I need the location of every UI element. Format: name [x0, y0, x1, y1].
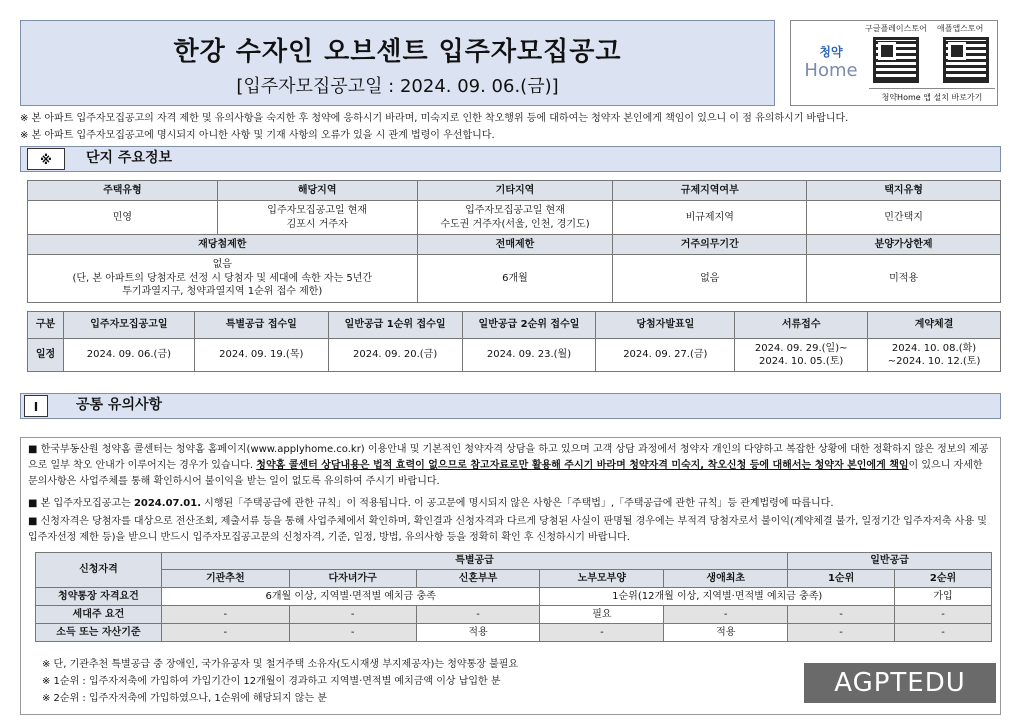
- google-play-qr-icon[interactable]: [873, 37, 919, 83]
- page-title: 한강 수자인 오브센트 입주자모집공고: [173, 37, 622, 67]
- notice-paragraph: ■ 한국부동산원 청약홈 콜센터는 청약홈 홈페이지(www.applyhome.co.kr) 이용안내 및 기본적인 청약자격 상담을 하고 있으며 고객 상담 과정에서 청약자 개인의 다양하고 복잡한 상황에 대한 정확하지 않은 정보의 제공으로 일부 착오 안내가 이루어지는 경우가 있습니다. 청약홈 콜센터 상담내용은 법적 효력이 없으므로 참고자료로만 활용해 주시기 바라며 청약자격 미숙지, 착오신청 등에 대해서는 청약자 본인에게 책임이 있으니 자세한 문의사항은 사업주체를 통해 확인하시어 불이익을 받는 일이 없도록 유의하여 주시기 바랍니다.: [28, 444, 989, 487]
- notice-line: ※ 본 아파트 입주자모집공고에 명시되지 아니한 사항 및 기재 사항의 오류가 있을 시 관계 법령이 우선합니다.: [20, 130, 495, 141]
- notice-paragraph: ■ 본 입주자모집공고는 2024.07.01. 시행된「주택공급에 관한 규칙」이 적용됩니다. 이 공고문에 명시되지 않은 사항은「주택법」,「주택공급에 관한 규칙」등 관계법령에 따릅니다.: [28, 498, 834, 509]
- apple-store-qr-icon[interactable]: [943, 37, 989, 83]
- applyhome-logo: 청약 Home: [804, 45, 858, 81]
- notice-paragraph: ■ 신청자격은 당첨자를 대상으로 전산조회, 제출서류 등을 통해 사업주체에서 확인하며, 확인결과 신청자격과 다르게 당첨된 사실이 판명될 경우에는 부적격 당첨자로서 불이익(계약체결 불가, 일정기간 입주자저축 사용 및 입주자선정 제한 등)을 받으니 반드시 입주자모집공고문의 신청자격, 기준, 일정, 방법, 유의사항 등을 정확히 확인 후 신청하시기 바랍니다.: [28, 516, 987, 543]
- schedule-table: 구분 입주자모집공고일 특별공급 접수일 일반공급 1순위 접수일 일반공급 2순위 접수일 당첨자발표일 서류접수 계약체결 일정 2024. 09. 06.(금) 2024. 09. 19.(목) 2024. 09. 20.(금) 2024. 09. 23.(월) 2024. 09. 27.(금) 2024. 09. 29.(일)~ 2024. 10. 05.(토) 2024. 10. 08.(화) ~2024. 10. 12.(토): [27, 311, 1001, 372]
- app-download-box: [790, 20, 998, 106]
- notice-line: ※ 본 아파트 입주자모집공고의 자격 제한 및 유의사항을 숙지한 후 청약에 응하시기 바라며, 미숙지로 인한 착오행위 등에 대하여는 청약자 본인에게 책임이 있으니 이 점 유의하시기 바랍니다.: [20, 113, 849, 124]
- apple-store-label: 애플앱스토어: [937, 24, 984, 33]
- complex-info-table: 주택유형 해당지역 기타지역 규제지역여부 택지유형 민영 입주자모집공고일 현재 김포시 거주자 입주자모집공고일 현재 수도권 거주자(서울, 인천, 경기도) 비규제지역 민간택지 재당첨제한 전매제한 거주의무기간 분양가상한제 없음 (단, 본 아파트의 당첨자로 선정 시 당첨자 및 세대에 속한 자는 5년간 투기과열지구, 청약과열지역 1순위 접수 제한) 6개월 없음 미적용: [27, 180, 1001, 303]
- watermark: AGPTEDU: [804, 663, 996, 703]
- google-play-label: 구글플레이스토어: [865, 24, 927, 33]
- footnote: ※ 1순위 : 입주자저축에 가입하여 가입기간이 12개월이 경과하고 지역별·면적별 예치금액 이상 납입한 분: [42, 676, 501, 687]
- title-box: [20, 20, 775, 106]
- section-header-bar: [20, 393, 1001, 419]
- qualification-table: 신청자격 특별공급 일반공급 기관추천 다자녀가구 신혼부부 노부모부양 생애최초 1순위 2순위 청약통장 자격요건 6개월 이상, 지역별·면적별 예치금 충족 1순위(12개월 이상, 지역별·면적별 예치금 충족) 가입 세대주 요건 - - - 필요 - - - 소득 또는 자산기준 - - 적용 - 적용 - -: [35, 552, 992, 642]
- page-subtitle: [입주자모집공고일 : 2024. 09. 06.(금)]: [236, 76, 559, 97]
- section-marker: ※: [27, 148, 65, 170]
- section-title: 단지 주요정보: [86, 150, 173, 166]
- footnote: ※ 2순위 : 입주자저축에 가입하였으나, 1순위에 해당되지 않는 분: [42, 693, 327, 704]
- qr-caption[interactable]: 청약Home 앱 설치 바로가기: [869, 88, 995, 103]
- section-marker: I: [24, 395, 48, 417]
- footnote: ※ 단, 기관추천 특별공급 중 장애인, 국가유공자 및 철거주택 소유자(도시재생 부지제공자)는 청약통장 불필요: [42, 659, 519, 670]
- section-title: 공통 유의사항: [76, 397, 163, 413]
